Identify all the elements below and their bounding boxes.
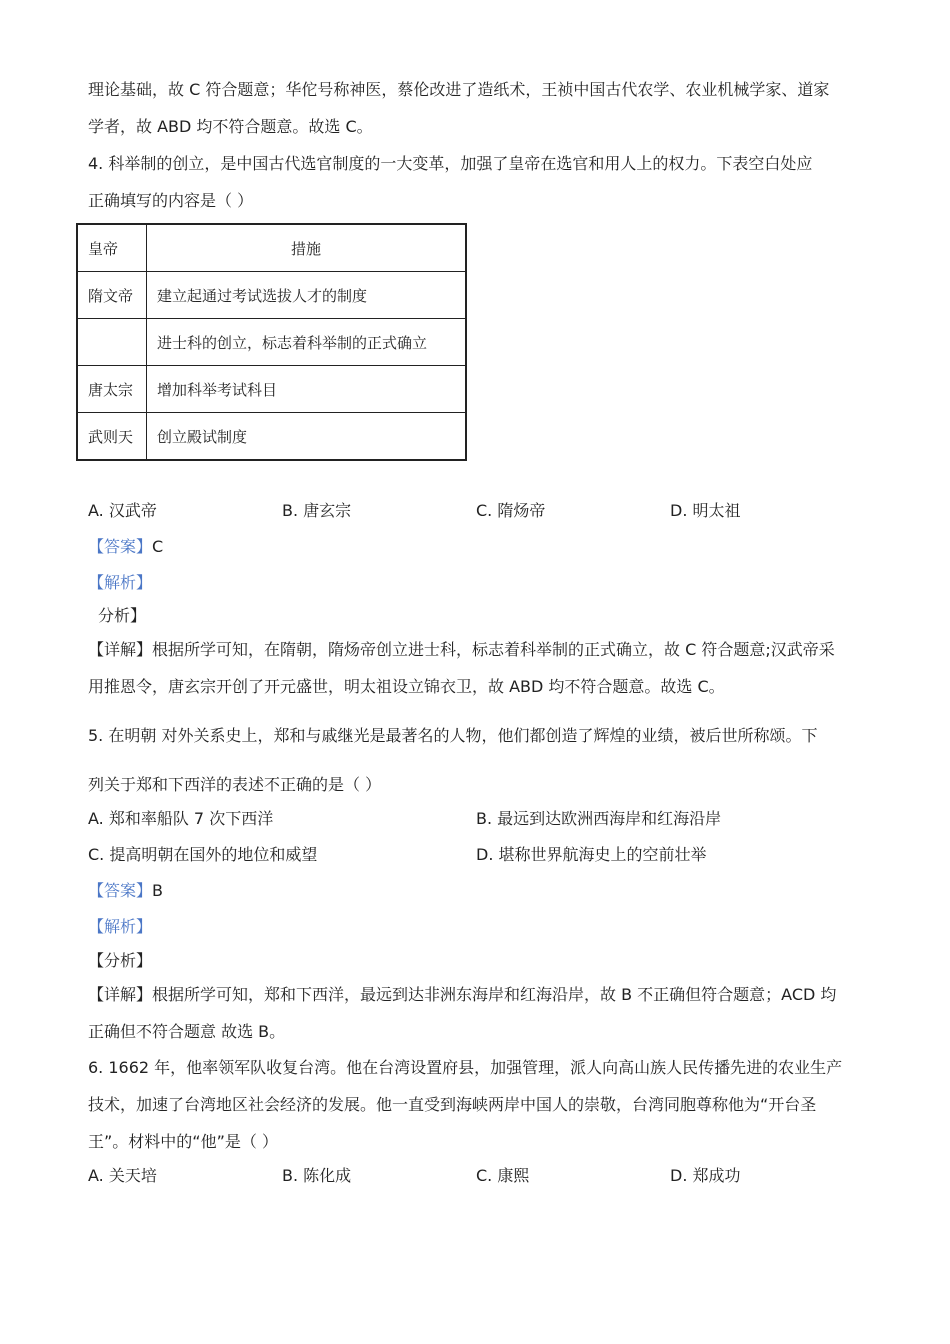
table-cell-measure: 进士科的创立，标志着科举制的正式确立 xyxy=(147,319,467,366)
q4-answer xyxy=(88,536,163,558)
table-row xyxy=(77,319,466,366)
q5-option-c: C. 提高明朝在国外的地位和威望 xyxy=(88,845,318,864)
q5-answer xyxy=(88,880,163,902)
q6-stem-line-3: 王”。材料中的“他”是（ ） xyxy=(88,1132,278,1151)
q5-fenxi-label: 【分析】 xyxy=(88,951,153,970)
q6-stem-line-1: 6. 1662 年，他率领军队收复台湾。他在台湾设置府县，加强管理，派人向高山族人民传播先进的农业生产 xyxy=(88,1058,843,1077)
table-cell-emperor: 隋文帝 xyxy=(77,272,147,319)
q6-option-b: B. 陈化成 xyxy=(282,1166,352,1185)
q5-detail-line-1 xyxy=(88,984,836,1006)
table-row xyxy=(77,413,466,461)
q4-analysis-label: 【解析】 xyxy=(88,573,153,592)
intro-line-1: 理论基础，故 C 符合题意；华佗号称神医，蔡伦改进了造纸术，王祯中国古代农学、农业机械学家、道家 xyxy=(88,80,830,99)
table-cell-measure: 创立殿试制度 xyxy=(147,413,467,461)
q5-option-b: B. 最远到达欧洲西海岸和红海沿岸 xyxy=(476,809,722,828)
q4-option-b: B. 唐玄宗 xyxy=(282,501,352,520)
table-row xyxy=(77,272,466,319)
q5-analysis-label: 【解析】 xyxy=(88,917,153,936)
table-header-emperor: 皇帝 xyxy=(77,224,147,272)
answer-value: B xyxy=(152,881,163,900)
q4-option-c: C. 隋炀帝 xyxy=(476,501,546,520)
q4-stem-line-2: 正确填写的内容是（ ） xyxy=(88,191,254,210)
table-cell-measure: 建立起通过考试选拔人才的制度 xyxy=(147,272,467,319)
q4-detail-line-2: 用推恩令，唐玄宗开创了开元盛世，明太祖设立锦衣卫，故 ABD 均不符合题意。故选 C。 xyxy=(88,677,725,696)
answer-label: 【答案】 xyxy=(88,881,153,900)
q6-option-a: A. 关天培 xyxy=(88,1166,157,1185)
q4-fenxi-label: 分析】 xyxy=(98,606,147,625)
answer-label: 【答案】 xyxy=(88,537,153,556)
intro-line-2: 学者，故 ABD 均不符合题意。故选 C。 xyxy=(88,117,373,136)
detail-text: 根据所学可知，在隋朝，隋炀帝创立进士科，标志着科举制的正式确立，故 C 符合题意;汉武帝采 xyxy=(152,640,835,659)
q5-stem-line-2: 列关于郑和下西洋的表述不正确的是（ ） xyxy=(88,775,382,794)
table-cell-measure: 增加科举考试科目 xyxy=(147,366,467,413)
q5-detail-line-2: 正确但不符合题意 故选 B。 xyxy=(88,1022,286,1041)
table-header-row xyxy=(77,224,466,272)
q5-option-a: A. 郑和率船队 7 次下西洋 xyxy=(88,809,274,828)
q6-option-c: C. 康熙 xyxy=(476,1166,530,1185)
q5-stem-line-1: 5. 在明朝 对外关系史上，郑和与戚继光是最著名的人物，他们都创造了辉煌的业绩，被后世所称颂。下 xyxy=(88,726,818,745)
table-header-measure: 措施 xyxy=(147,224,467,272)
detail-label: 【详解】 xyxy=(88,640,153,659)
q6-stem-line-2: 技术，加速了台湾地区社会经济的发展。他一直受到海峡两岸中国人的崇敬，台湾同胞尊称他为“开台圣 xyxy=(88,1095,817,1114)
q4-detail-line-1 xyxy=(88,639,835,661)
q4-table xyxy=(76,223,467,461)
q4-stem-line-1: 4. 科举制的创立，是中国古代选官制度的一大变革，加强了皇帝在选官和用人上的权力。下表空白处应 xyxy=(88,154,813,173)
q4-option-a: A. 汉武帝 xyxy=(88,501,157,520)
table-cell-emperor: 唐太宗 xyxy=(77,366,147,413)
detail-text: 根据所学可知，郑和下西洋，最远到达非洲东海岸和红海沿岸，故 B 不正确但符合题意；ACD 均 xyxy=(152,985,837,1004)
table-row xyxy=(77,366,466,413)
q5-option-d: D. 堪称世界航海史上的空前壮举 xyxy=(476,845,707,864)
table-cell-emperor-blank xyxy=(77,319,147,366)
answer-value: C xyxy=(152,537,164,556)
detail-label: 【详解】 xyxy=(88,985,153,1004)
q6-option-d: D. 郑成功 xyxy=(670,1166,741,1185)
q4-option-d: D. 明太祖 xyxy=(670,501,741,520)
table-cell-emperor: 武则天 xyxy=(77,413,147,461)
